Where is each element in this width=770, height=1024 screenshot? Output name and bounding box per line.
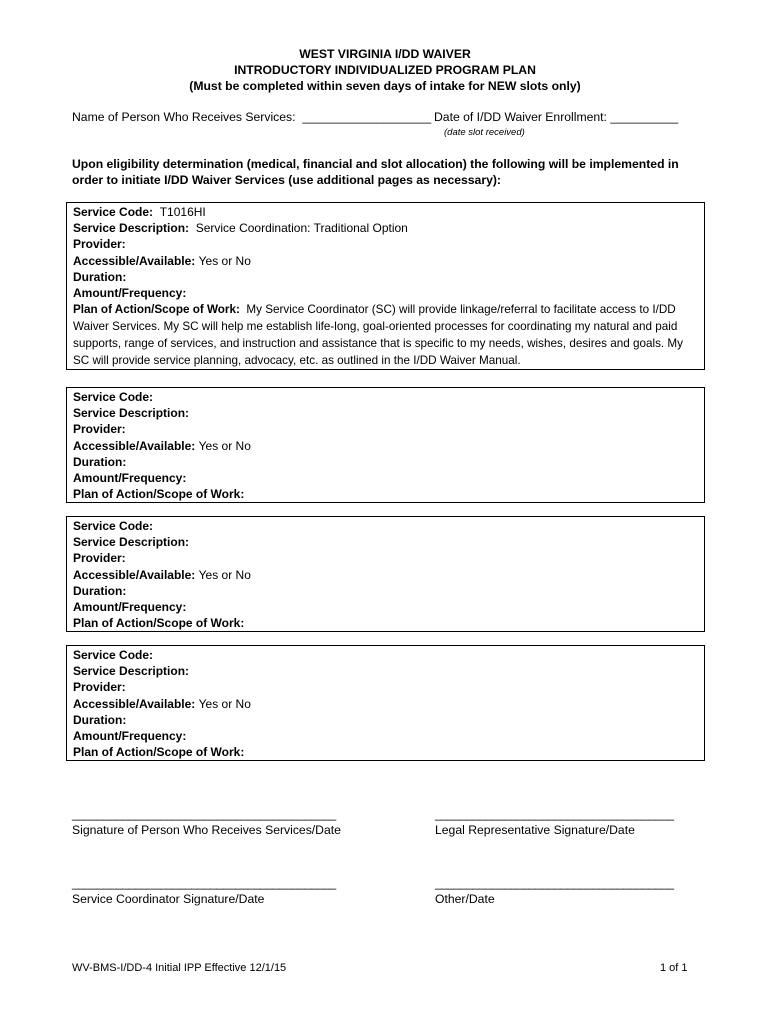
- amount-row[interactable]: [73, 599, 698, 615]
- service-description-label: Service Description:: [73, 221, 190, 236]
- date-slot-note: (date slot received): [444, 127, 525, 138]
- provider-label: Provider:: [73, 237, 126, 252]
- accessible-value[interactable]: Yes or No: [198, 253, 251, 268]
- service-code-label: Service Code:: [73, 648, 154, 662]
- signature-line[interactable]: __________________________________________: [72, 807, 336, 821]
- accessible-row[interactable]: [73, 567, 698, 583]
- provider-label: Provider:: [73, 680, 126, 695]
- service-description-row[interactable]: [73, 534, 698, 550]
- accessible-row[interactable]: [73, 438, 698, 454]
- signature-caption: Service Coordinator Signature/Date: [72, 892, 265, 906]
- service-code-row[interactable]: [73, 204, 698, 220]
- plan-label: Plan of Action/Scope of Work:: [73, 487, 245, 502]
- accessible-label: Accessible/Available:: [73, 438, 196, 453]
- amount-row[interactable]: [73, 728, 698, 744]
- duration-label: Duration:: [73, 454, 127, 469]
- header-subtitle: INTRODUCTORY INDIVIDUALIZED PROGRAM PLAN: [234, 63, 536, 77]
- signature-caption: Legal Representative Signature/Date: [435, 823, 635, 837]
- provider-label: Provider:: [73, 422, 126, 437]
- accessible-value[interactable]: Yes or No: [198, 696, 251, 711]
- signature-line[interactable]: __________________________________________: [72, 876, 336, 890]
- service-description-row[interactable]: [73, 220, 698, 236]
- duration-row[interactable]: [73, 583, 698, 599]
- plan-label: Plan of Action/Scope of Work:: [73, 745, 245, 760]
- amount-row[interactable]: [73, 285, 698, 301]
- header-title: WEST VIRGINIA I/DD WAIVER: [299, 47, 471, 61]
- duration-row[interactable]: [73, 454, 698, 470]
- accessible-value[interactable]: Yes or No: [198, 567, 251, 582]
- amount-row[interactable]: [73, 470, 698, 486]
- signature-caption: Signature of Person Who Receives Services/Date: [72, 823, 341, 837]
- person-name-label: Name of Person Who Receives Services:: [72, 110, 296, 124]
- service-description-row[interactable]: [73, 663, 698, 679]
- plan-value[interactable]: My Service Coordinator (SC) will provide linkage/referral to facilitate access to I/DD Waiver Services. My SC will help me establish life-long, goal-oriented processes for coordinating my natural and paid supports, range of services, and instruction and assistance that is specific to my needs, wishes, desires and goals. My SC will provide service planning, advocacy, etc. as outlined in the I/DD Waiver Manual.: [73, 303, 683, 368]
- plan-label: Plan of Action/Scope of Work:: [73, 616, 245, 631]
- service-code-row[interactable]: [73, 389, 698, 405]
- enrollment-date-label: Date of I/DD Waiver Enrollment:: [434, 110, 607, 124]
- duration-label: Duration:: [73, 712, 127, 727]
- enrollment-date-blank[interactable]: __________: [610, 110, 679, 124]
- service-code-row[interactable]: [73, 647, 698, 663]
- page-number: 1 of 1: [660, 962, 688, 974]
- accessible-label: Accessible/Available:: [73, 696, 196, 711]
- signature-other[interactable]: [435, 876, 674, 906]
- form-id: WV-BMS-I/DD-4 Initial IPP Effective 12/1/15: [72, 962, 287, 974]
- document-header: [0, 46, 770, 94]
- duration-label: Duration:: [73, 269, 127, 284]
- provider-row[interactable]: [73, 236, 698, 252]
- enrollment-date-field[interactable]: [434, 110, 678, 124]
- signature-person[interactable]: [72, 807, 341, 837]
- service-code-label: Service Code:: [73, 519, 154, 533]
- service-description-value[interactable]: Service Coordination: Traditional Option: [195, 221, 408, 236]
- intro-paragraph: Upon eligibility determination (medical, financial and slot allocation) the following will be implemented in order to initiate I/DD Waiver Services (use additional pages as necessary):: [72, 157, 679, 187]
- duration-label: Duration:: [73, 583, 127, 598]
- amount-label: Amount/Frequency:: [73, 600, 187, 615]
- signature-service-coordinator[interactable]: [72, 876, 336, 906]
- provider-row[interactable]: [73, 679, 698, 695]
- amount-label: Amount/Frequency:: [73, 729, 187, 744]
- provider-row[interactable]: [73, 550, 698, 566]
- service-block-4: [66, 645, 705, 761]
- person-name-blank[interactable]: ___________________: [302, 110, 432, 124]
- accessible-row[interactable]: [73, 696, 698, 712]
- provider-row[interactable]: [73, 421, 698, 437]
- service-description-row[interactable]: [73, 405, 698, 421]
- duration-row[interactable]: [73, 712, 698, 728]
- service-code-label: Service Code:: [73, 390, 154, 404]
- plan-row[interactable]: [73, 615, 698, 631]
- service-code-value[interactable]: T1016HI: [159, 205, 206, 219]
- plan-row[interactable]: [73, 301, 698, 369]
- header-instructions: (Must be completed within seven days of intake for NEW slots only): [189, 79, 581, 93]
- provider-label: Provider:: [73, 551, 126, 566]
- accessible-label: Accessible/Available:: [73, 567, 196, 582]
- duration-row[interactable]: [73, 269, 698, 285]
- plan-row[interactable]: [73, 486, 698, 502]
- service-description-label: Service Description:: [73, 664, 190, 679]
- signature-line[interactable]: ______________________________________: [435, 876, 674, 890]
- service-code-row[interactable]: [73, 518, 698, 534]
- service-block-1: [66, 202, 705, 370]
- person-name-field[interactable]: [72, 110, 431, 124]
- service-block-2: [66, 387, 705, 503]
- amount-label: Amount/Frequency:: [73, 471, 187, 486]
- plan-row[interactable]: [73, 744, 698, 760]
- plan-label: Plan of Action/Scope of Work:: [73, 303, 240, 317]
- service-code-label: Service Code:: [73, 205, 154, 219]
- accessible-label: Accessible/Available:: [73, 253, 196, 268]
- amount-label: Amount/Frequency:: [73, 286, 187, 301]
- accessible-row[interactable]: [73, 253, 698, 269]
- service-description-label: Service Description:: [73, 535, 190, 550]
- signature-legal-representative[interactable]: [435, 807, 674, 837]
- signature-caption: Other/Date: [435, 892, 495, 906]
- service-block-3: [66, 516, 705, 632]
- signature-line[interactable]: ______________________________________: [435, 807, 674, 821]
- accessible-value[interactable]: Yes or No: [198, 438, 251, 453]
- service-description-label: Service Description:: [73, 406, 190, 421]
